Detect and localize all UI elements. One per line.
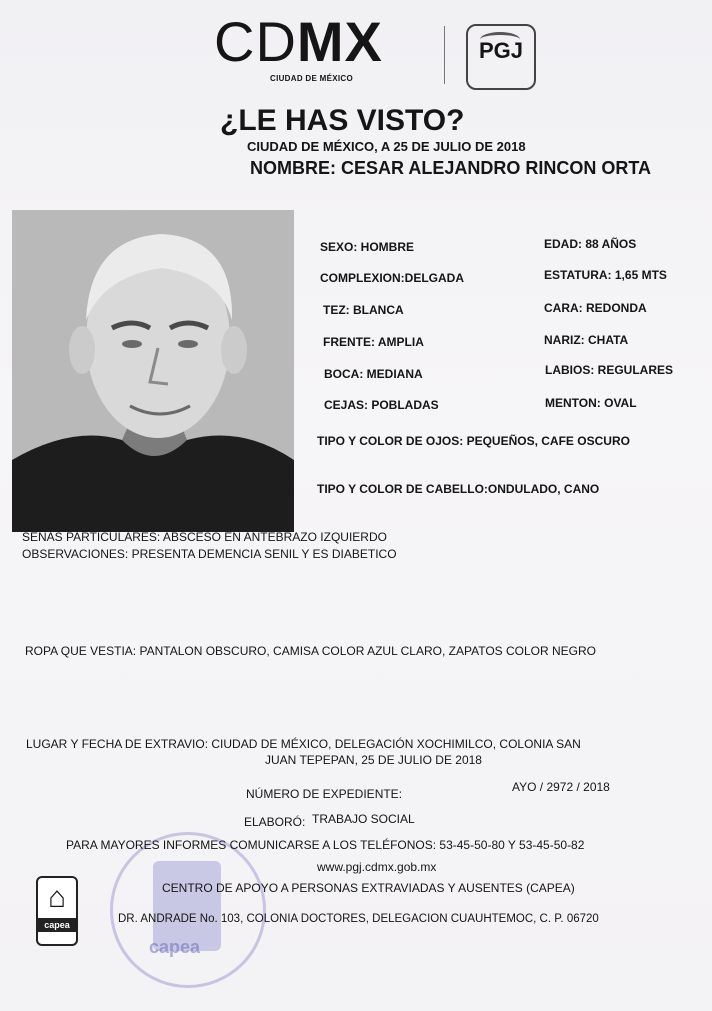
- senas-particulares: SEÑAS PARTICULARES: ABSCESO EN ANTEBRAZO IZQUIERDO: [22, 530, 387, 544]
- field-nariz: NARIZ: CHATA: [544, 333, 629, 347]
- elaboro-label: ELABORÓ:: [244, 815, 306, 829]
- cdmx-logo: [214, 10, 383, 73]
- field-labios: LABIOS: REGULARES: [545, 363, 674, 377]
- capea-seal-stamp: [110, 832, 266, 988]
- field-boca: BOCA: MEDIANA: [324, 367, 423, 381]
- pgj-arc-icon: [480, 32, 520, 47]
- observaciones: OBSERVACIONES: PRESENTA DEMENCIA SENIL Y ES DIABETICO: [22, 547, 397, 561]
- field-cejas: CEJAS: POBLADAS: [324, 398, 439, 412]
- field-ojos: TIPO Y COLOR DE OJOS: PEQUEÑOS, CAFE OSCURO: [317, 434, 630, 448]
- field-cara: CARA: REDONDA: [544, 301, 647, 315]
- lugar-fecha-extravio-cont: JUAN TEPEPAN, 25 DE JULIO DE 2018: [265, 753, 482, 767]
- logo-word-left: CD: [214, 10, 297, 73]
- logo-word-right: MX: [296, 10, 383, 73]
- expediente-value: AYO / 2972 / 2018: [512, 780, 610, 794]
- logo-divider: [444, 26, 445, 84]
- field-complexion: COMPLEXION:DELGADA: [320, 271, 464, 285]
- expediente-label: NÚMERO DE EXPEDIENTE:: [246, 787, 403, 801]
- field-edad: EDAD: 88 AÑOS: [544, 237, 637, 251]
- capea-logo-label: capea: [38, 918, 76, 932]
- pgj-logo-text: PGJ: [478, 38, 524, 63]
- contact-telefonos: PARA MAYORES INFORMES COMUNICARSE A LOS TELÉFONOS: 53-45-50-80 Y 53-45-50-82: [66, 838, 585, 852]
- capea-seal-text: capea: [149, 937, 201, 957]
- poster-dateline: CIUDAD DE MÉXICO, A 25 DE JULIO DE 2018: [247, 139, 526, 154]
- person-photo: [12, 210, 294, 532]
- cdmx-logo-subtitle: CIUDAD DE MÉXICO: [270, 74, 354, 83]
- person-name: NOMBRE: CESAR ALEJANDRO RINCON ORTA: [250, 158, 652, 178]
- elaboro-value: TRABAJO SOCIAL: [312, 812, 415, 826]
- contact-direccion: DR. ANDRADE No. 103, COLONIA DOCTORES, DELEGACION CUAUHTEMOC, C. P. 06720: [118, 913, 599, 925]
- field-estatura: ESTATURA: 1,65 MTS: [544, 268, 667, 282]
- field-frente: FRENTE: AMPLIA: [323, 335, 424, 349]
- field-menton: MENTON: OVAL: [545, 396, 637, 410]
- pgj-logo: [466, 24, 536, 90]
- poster-headline: ¿LE HAS VISTO?: [220, 104, 465, 137]
- field-sexo: SEXO: HOMBRE: [320, 240, 415, 254]
- capea-figure-icon: ⌂: [47, 881, 67, 914]
- capea-logo: [36, 876, 78, 946]
- field-tez: TEZ: BLANCA: [323, 303, 404, 317]
- lugar-fecha-extravio: LUGAR Y FECHA DE EXTRAVIO: CIUDAD DE MÉXICO, DELEGACIÓN XOCHIMILCO, COLONIA SAN: [26, 737, 581, 751]
- contact-centro: CENTRO DE APOYO A PERSONAS EXTRAVIADAS Y AUSENTES (CAPEA): [162, 881, 575, 895]
- ropa-que-vestia: ROPA QUE VESTIA: PANTALON OBSCURO, CAMISA COLOR AZUL CLARO, ZAPATOS COLOR NEGRO: [25, 644, 597, 658]
- portrait-illustration: [12, 210, 294, 532]
- field-cabello: TIPO Y COLOR DE CABELLO:ONDULADO, CANO: [317, 482, 600, 496]
- contact-web-link[interactable]: www.pgj.cdmx.gob.mx: [317, 860, 437, 874]
